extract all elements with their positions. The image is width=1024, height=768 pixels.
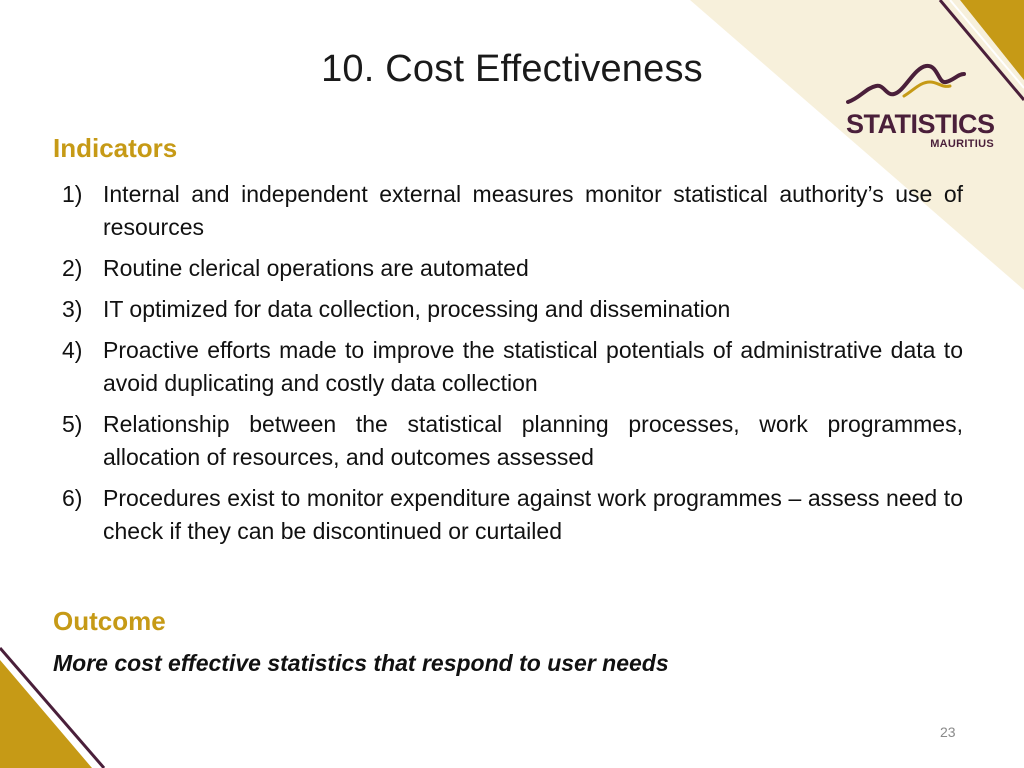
indicators-list <box>53 178 963 556</box>
list-item-text: IT optimized for data collection, processing and dissemination <box>103 296 731 322</box>
logo-wordmark: STATISTICS <box>846 109 995 139</box>
list-item-number: 2) <box>62 255 83 281</box>
indicators-heading: Indicators <box>53 133 178 163</box>
outcome-text: More cost effective statistics that respond to user needs <box>53 650 669 676</box>
logo-subtitle: MAURITIUS <box>930 138 994 150</box>
mountain-swoosh-icon <box>846 62 998 112</box>
list-item <box>53 178 963 244</box>
list-item-text: Relationship between the statistical planning processes, work programmes, allocation of resources, and outcomes assessed <box>103 411 963 470</box>
list-item-text: Routine clerical operations are automated <box>103 255 529 281</box>
list-item-text: Procedures exist to monitor expenditure against work programmes – assess need to check if they can be discontinued or curtailed <box>103 485 963 544</box>
list-item-number: 1) <box>62 181 83 207</box>
list-item-text: Internal and independent external measures monitor statistical authority’s use of resources <box>103 181 963 240</box>
page-number: 23 <box>940 724 956 740</box>
list-item-number: 4) <box>62 337 83 363</box>
statistics-mauritius-logo <box>846 62 998 152</box>
slide-title: 10. Cost Effectiveness <box>321 48 703 90</box>
list-item <box>53 334 963 400</box>
list-item <box>53 408 963 474</box>
list-item-number: 5) <box>62 411 83 437</box>
outcome-heading: Outcome <box>53 606 166 636</box>
list-item <box>53 252 963 285</box>
list-item <box>53 293 963 326</box>
list-item <box>53 482 963 548</box>
list-item-number: 3) <box>62 296 83 322</box>
list-item-number: 6) <box>62 485 83 511</box>
list-item-text: Proactive efforts made to improve the statistical potentials of administrative data to avoid duplicating and costly data collection <box>103 337 963 396</box>
